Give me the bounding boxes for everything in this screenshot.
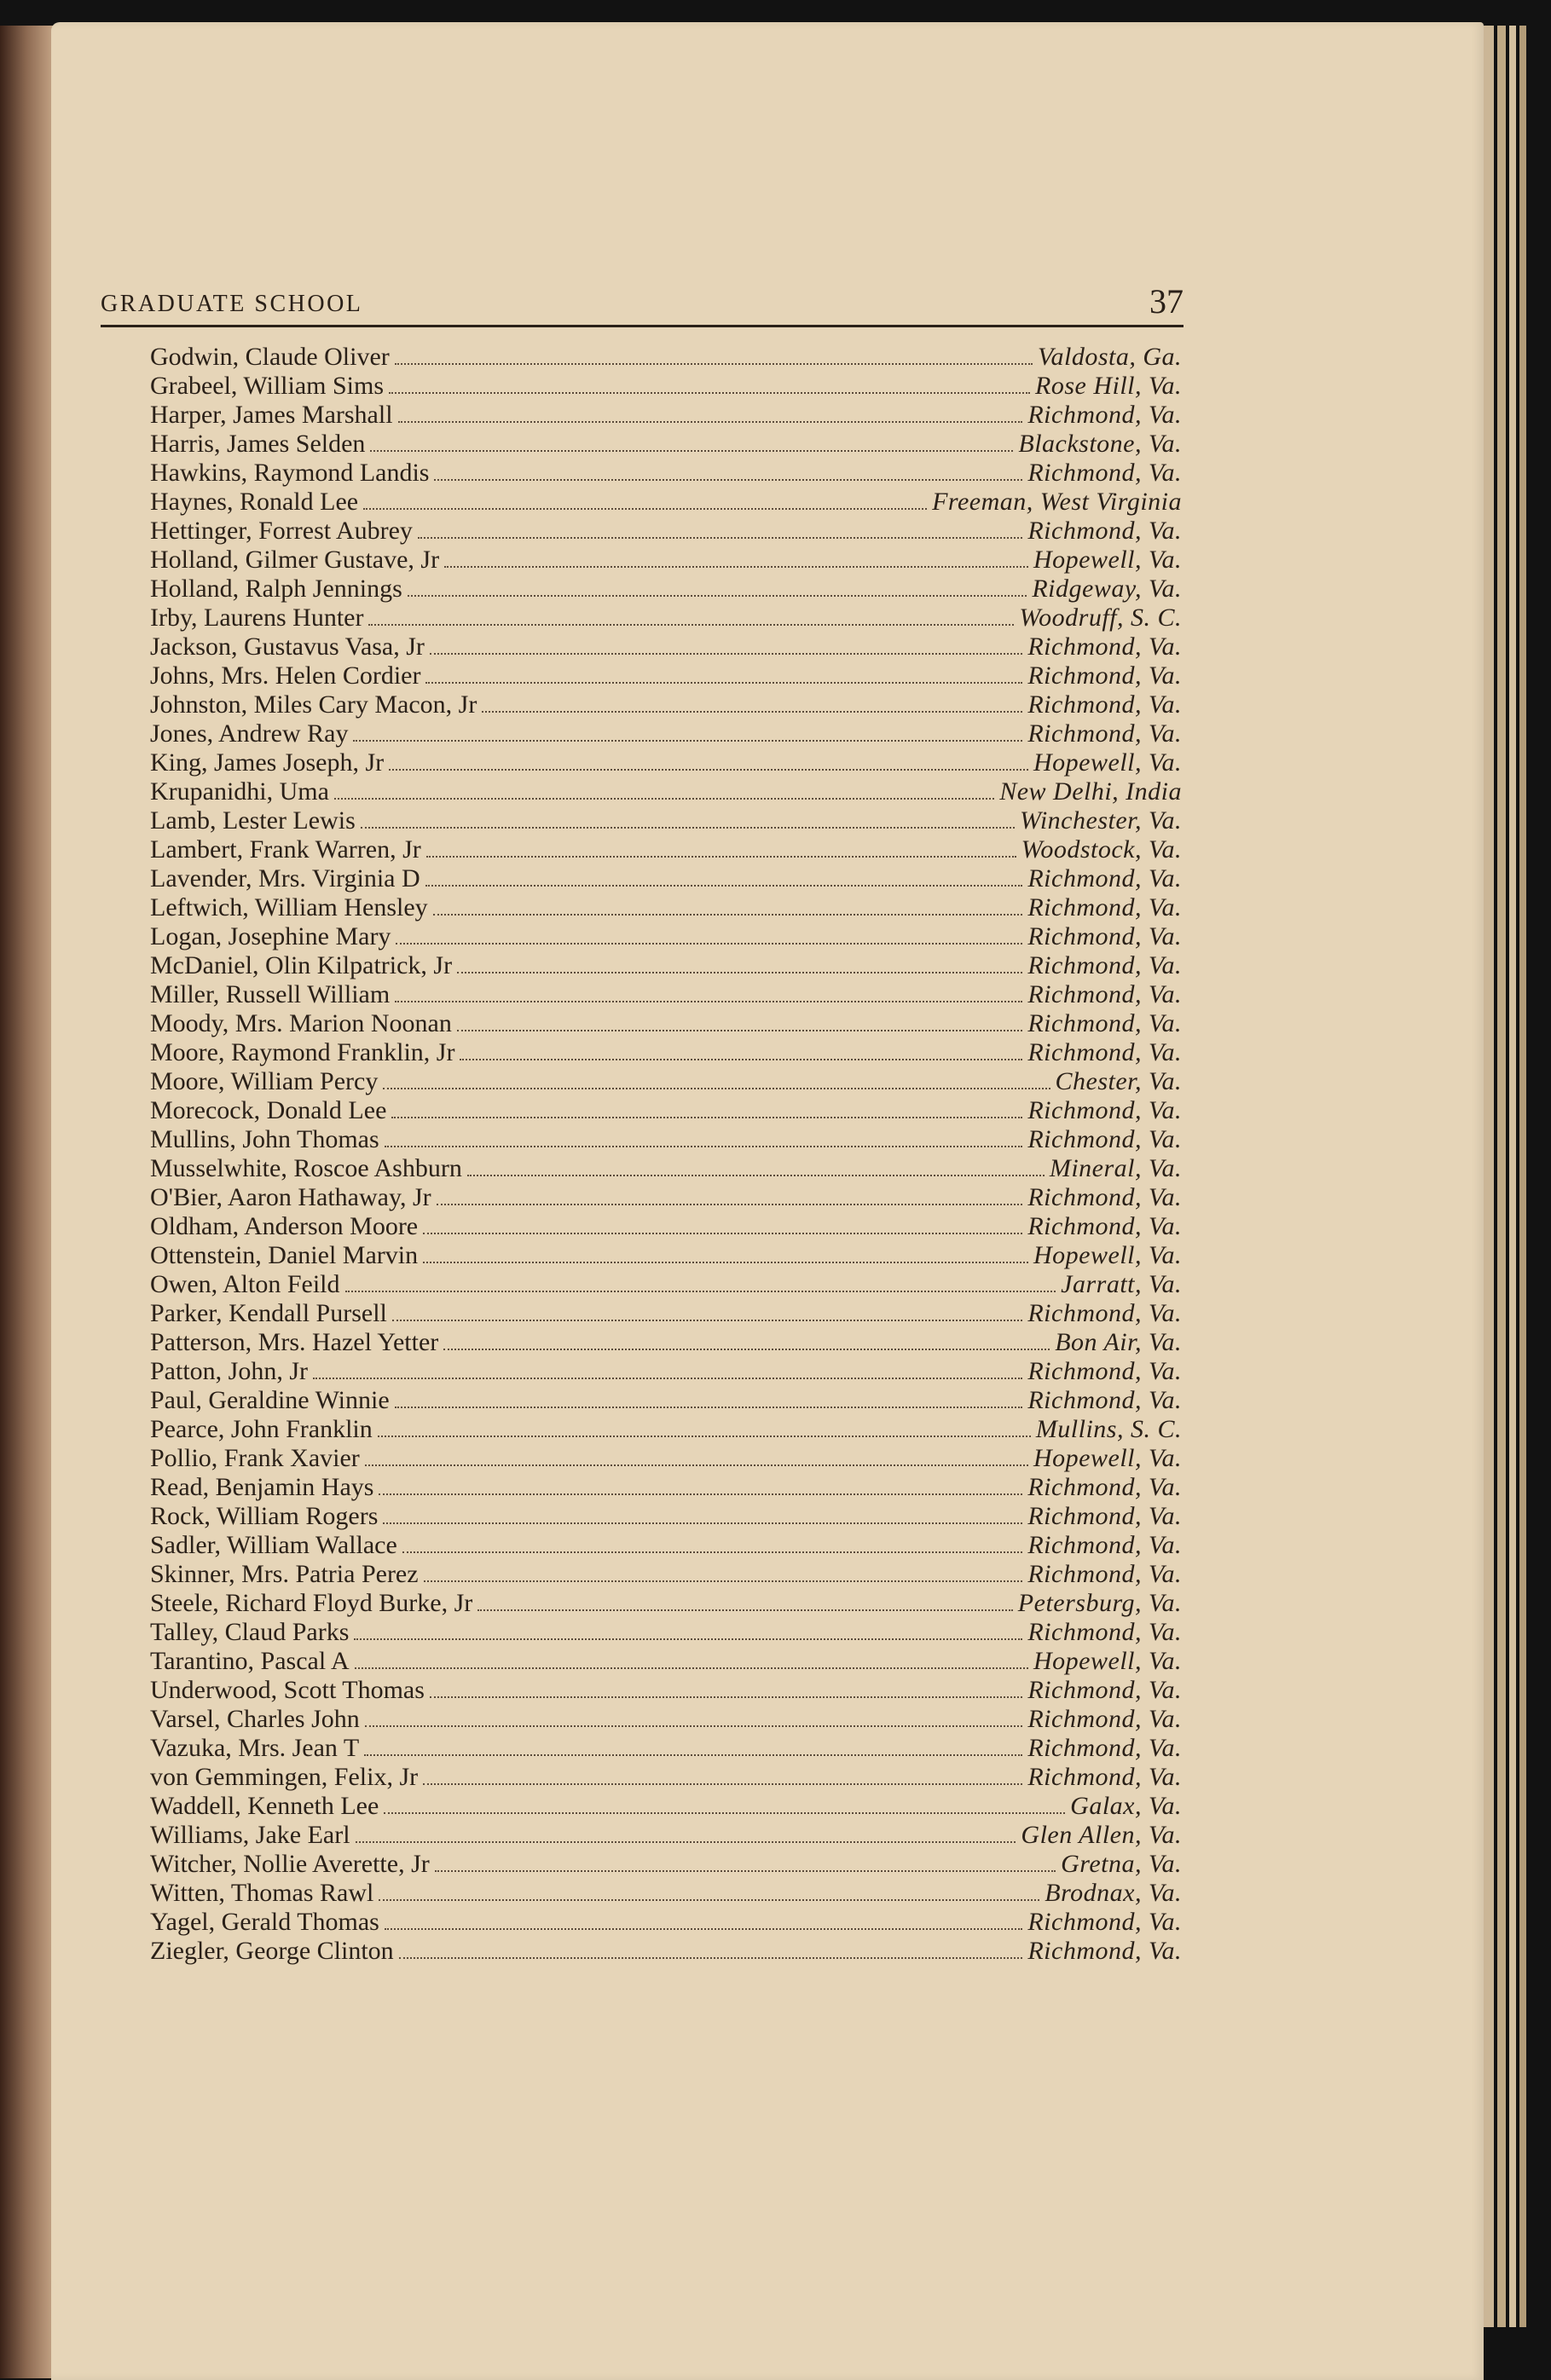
entry-name: Ziegler, George Clinton	[150, 1937, 394, 1965]
entry-hometown: Richmond, Va.	[1027, 922, 1182, 950]
entry-hometown: Richmond, Va.	[1027, 1676, 1182, 1704]
page-edge	[1519, 26, 1526, 2327]
entry-name: Musselwhite, Roscoe Ashburn	[150, 1154, 462, 1182]
dot-leader	[482, 711, 1022, 713]
directory-entry	[150, 488, 1182, 517]
dot-leader	[365, 1464, 1028, 1466]
dot-leader	[354, 1638, 1022, 1640]
dot-leader	[379, 1899, 1039, 1901]
entry-hometown: Richmond, Va.	[1027, 401, 1182, 429]
entry-hometown: Blackstone, Va.	[1018, 430, 1182, 458]
directory-entry	[150, 604, 1182, 633]
directory-entry	[150, 1096, 1182, 1125]
dot-leader	[395, 363, 1033, 365]
entry-hometown: Hopewell, Va.	[1033, 1444, 1182, 1472]
entry-name: Haynes, Ronald Lee	[150, 488, 359, 516]
dot-leader	[353, 740, 1022, 742]
entry-hometown: Richmond, Va.	[1027, 459, 1182, 487]
directory-entry	[150, 835, 1182, 864]
directory-entry	[150, 1676, 1182, 1705]
entry-hometown: Richmond, Va.	[1027, 1734, 1182, 1762]
directory-entry	[150, 1473, 1182, 1502]
entry-name: Irby, Laurens Hunter	[150, 604, 364, 632]
dot-leader	[425, 885, 1023, 887]
directory-entry	[150, 633, 1182, 661]
entry-name: McDaniel, Olin Kilpatrick, Jr	[150, 951, 453, 979]
entry-hometown: Richmond, Va.	[1027, 1705, 1182, 1733]
entry-hometown: Richmond, Va.	[1027, 864, 1182, 892]
entry-hometown: Rose Hill, Va.	[1035, 372, 1182, 400]
entry-hometown: Richmond, Va.	[1027, 1096, 1182, 1124]
dot-leader	[430, 653, 1022, 655]
directory-entry	[150, 893, 1182, 922]
entry-hometown: Hopewell, Va.	[1033, 1647, 1182, 1675]
entry-name: Leftwich, William Hensley	[150, 893, 428, 921]
dot-leader	[437, 1204, 1023, 1205]
entry-hometown: Richmond, Va.	[1027, 1125, 1182, 1153]
dot-leader	[398, 421, 1023, 423]
dot-leader	[365, 1725, 1023, 1727]
directory-entry	[150, 1299, 1182, 1328]
dot-leader	[443, 1349, 1050, 1350]
entry-hometown: Hopewell, Va.	[1033, 546, 1182, 574]
entry-name: Vazuka, Mrs. Jean T	[150, 1734, 360, 1762]
directory-entry	[150, 430, 1182, 459]
directory-entry	[150, 690, 1182, 719]
entry-hometown: Richmond, Va.	[1027, 1183, 1182, 1211]
entry-hometown: Richmond, Va.	[1027, 1212, 1182, 1240]
entry-name: Talley, Claud Parks	[150, 1618, 350, 1646]
entry-name: O'Bier, Aaron Hathaway, Jr	[150, 1183, 431, 1211]
dot-leader	[402, 1551, 1023, 1553]
dot-leader	[379, 1493, 1022, 1495]
directory-entry	[150, 401, 1182, 430]
entry-name: Ottenstein, Daniel Marvin	[150, 1241, 419, 1269]
page-edge	[1509, 26, 1516, 2327]
entry-name: Godwin, Claude Oliver	[150, 343, 390, 371]
directory-entry	[150, 864, 1182, 893]
entry-name: Parker, Kendall Pursell	[150, 1299, 387, 1327]
entry-hometown: Richmond, Va.	[1027, 951, 1182, 979]
directory-entry	[150, 1009, 1182, 1038]
entry-name: Moody, Mrs. Marion Noonan	[150, 1009, 452, 1037]
directory-entry	[150, 1647, 1182, 1676]
dot-leader	[460, 1059, 1022, 1060]
entry-hometown: Richmond, Va.	[1027, 1560, 1182, 1588]
entry-hometown: Mineral, Va.	[1049, 1154, 1182, 1182]
entry-name: Hettinger, Forrest Aubrey	[150, 517, 413, 545]
directory-entry	[150, 719, 1182, 748]
dot-leader	[389, 769, 1028, 771]
entry-hometown: Chester, Va.	[1055, 1067, 1182, 1095]
entry-hometown: Richmond, Va.	[1027, 661, 1182, 690]
dot-leader	[477, 1609, 1013, 1611]
entry-name: Logan, Josephine Mary	[150, 922, 391, 950]
dot-leader	[408, 595, 1027, 597]
directory-entry	[150, 1792, 1182, 1821]
entry-hometown: New Delhi, India	[999, 777, 1182, 806]
directory-entry	[150, 1560, 1182, 1589]
entry-hometown: Bon Air, Va.	[1055, 1328, 1182, 1356]
dot-leader	[313, 1378, 1022, 1379]
entry-name: Witten, Thomas Rawl	[150, 1879, 374, 1907]
dot-leader	[457, 972, 1022, 973]
entry-name: Read, Benjamin Hays	[150, 1473, 374, 1501]
directory-entry	[150, 1241, 1182, 1270]
entry-hometown: Petersburg, Va.	[1017, 1589, 1182, 1617]
entry-hometown: Richmond, Va.	[1027, 719, 1182, 748]
entry-name: Pollio, Frank Xavier	[150, 1444, 360, 1472]
directory-entry	[150, 1821, 1182, 1850]
entry-name: Moore, William Percy	[150, 1067, 379, 1095]
directory-entry	[150, 806, 1182, 835]
entry-name: Patterson, Mrs. Hazel Yetter	[150, 1328, 439, 1356]
entry-name: Paul, Geraldine Winnie	[150, 1386, 390, 1414]
directory-entry	[150, 951, 1182, 980]
entry-hometown: Richmond, Va.	[1027, 1473, 1182, 1501]
entry-hometown: Woodstock, Va.	[1021, 835, 1182, 864]
directory-entry	[150, 1734, 1182, 1763]
entry-hometown: Richmond, Va.	[1027, 1502, 1182, 1530]
directory-entry	[150, 1850, 1182, 1879]
entry-hometown: Richmond, Va.	[1027, 1299, 1182, 1327]
entry-name: von Gemmingen, Felix, Jr	[150, 1763, 419, 1791]
directory-entry	[150, 372, 1182, 401]
entry-name: Holland, Ralph Jennings	[150, 575, 402, 603]
entry-name: Lamb, Lester Lewis	[150, 806, 356, 835]
directory-entry	[150, 1908, 1182, 1937]
entry-hometown: Richmond, Va.	[1027, 1009, 1182, 1037]
entry-name: Jackson, Gustavus Vasa, Jr	[150, 633, 425, 661]
directory-entry	[150, 459, 1182, 488]
entry-name: Patton, John, Jr	[150, 1357, 309, 1385]
dot-leader	[383, 1522, 1022, 1524]
directory-entry	[150, 1705, 1182, 1734]
entry-name: Moore, Raymond Franklin, Jr	[150, 1038, 455, 1066]
entry-hometown: Ridgeway, Va.	[1032, 575, 1182, 603]
entry-hometown: Richmond, Va.	[1027, 1763, 1182, 1791]
entry-hometown: Richmond, Va.	[1027, 1386, 1182, 1414]
directory-entry	[150, 1879, 1182, 1908]
directory-entry	[150, 546, 1182, 575]
dot-leader	[433, 914, 1023, 916]
directory-entry	[150, 1415, 1182, 1444]
dot-leader	[392, 1320, 1022, 1321]
dot-leader	[363, 508, 927, 510]
entry-hometown: Freeman, West Virginia	[932, 488, 1182, 516]
dot-leader	[391, 1117, 1022, 1118]
page-number: 37	[1149, 282, 1184, 321]
student-directory	[150, 343, 1182, 1966]
entry-hometown: Richmond, Va.	[1027, 517, 1182, 545]
dot-leader	[434, 479, 1022, 481]
dot-leader	[424, 1580, 1023, 1582]
entry-name: Yagel, Gerald Thomas	[150, 1908, 379, 1936]
directory-entry	[150, 1125, 1182, 1154]
dot-leader	[430, 1696, 1022, 1698]
dot-leader	[426, 856, 1016, 858]
entry-hometown: Woodruff, S. C.	[1019, 604, 1182, 632]
dot-leader	[418, 537, 1022, 539]
entry-name: Tarantino, Pascal A	[150, 1647, 350, 1675]
directory-entry	[150, 1937, 1182, 1966]
entry-name: King, James Joseph, Jr	[150, 748, 385, 777]
directory-entry	[150, 1502, 1182, 1531]
entry-hometown: Jarratt, Va.	[1061, 1270, 1182, 1298]
page-edge	[1484, 26, 1494, 2327]
dot-leader	[384, 1812, 1065, 1814]
dot-leader	[345, 1291, 1056, 1292]
entry-name: Harper, James Marshall	[150, 401, 393, 429]
dot-leader	[399, 1957, 1023, 1959]
directory-entry	[150, 980, 1182, 1009]
entry-hometown: Richmond, Va.	[1027, 1357, 1182, 1385]
dot-leader	[435, 1870, 1056, 1872]
directory-entry	[150, 661, 1182, 690]
directory-entry	[150, 1154, 1182, 1183]
dot-leader	[457, 1030, 1022, 1031]
entry-name: Lavender, Mrs. Virginia D	[150, 864, 420, 892]
entry-hometown: Richmond, Va.	[1027, 1908, 1182, 1936]
dot-leader	[396, 943, 1022, 944]
dot-leader	[389, 392, 1030, 394]
dot-leader	[364, 1754, 1022, 1756]
dot-leader	[425, 682, 1022, 684]
entry-hometown: Richmond, Va.	[1027, 1937, 1182, 1965]
directory-entry	[150, 1067, 1182, 1096]
dot-leader	[370, 450, 1013, 452]
directory-entry	[150, 1328, 1182, 1357]
page-edge	[1497, 26, 1506, 2327]
entry-hometown: Winchester, Va.	[1020, 806, 1182, 835]
entry-name: Johns, Mrs. Helen Cordier	[150, 661, 421, 690]
directory-entry	[150, 1386, 1182, 1415]
entry-name: Lambert, Frank Warren, Jr	[150, 835, 421, 864]
dot-leader	[356, 1841, 1016, 1843]
entry-name: Witcher, Nollie Averette, Jr	[150, 1850, 430, 1878]
entry-name: Morecock, Donald Lee	[150, 1096, 387, 1124]
entry-hometown: Richmond, Va.	[1027, 893, 1182, 921]
entry-name: Mullins, John Thomas	[150, 1125, 379, 1153]
dot-leader	[385, 1146, 1023, 1147]
directory-entry	[150, 343, 1182, 372]
entry-name: Harris, James Selden	[150, 430, 366, 458]
entry-hometown: Richmond, Va.	[1027, 1038, 1182, 1066]
entry-name: Williams, Jake Earl	[150, 1821, 350, 1849]
directory-entry	[150, 1618, 1182, 1647]
entry-hometown: Mullins, S. C.	[1035, 1415, 1182, 1443]
dot-leader	[423, 1783, 1022, 1785]
entry-hometown: Richmond, Va.	[1027, 1618, 1182, 1646]
entry-name: Grabeel, William Sims	[150, 372, 385, 400]
entry-name: Steele, Richard Floyd Burke, Jr	[150, 1589, 473, 1617]
entry-name: Owen, Alton Feild	[150, 1270, 340, 1298]
dot-leader	[368, 624, 1014, 626]
entry-hometown: Valdosta, Ga.	[1037, 343, 1182, 371]
entry-hometown: Hopewell, Va.	[1033, 748, 1182, 777]
dot-leader	[423, 1262, 1028, 1263]
entry-name: Varsel, Charles John	[150, 1705, 360, 1733]
entry-name: Skinner, Mrs. Patria Perez	[150, 1560, 419, 1588]
dot-leader	[467, 1175, 1045, 1176]
entry-name: Rock, William Rogers	[150, 1502, 379, 1530]
dot-leader	[395, 1407, 1023, 1408]
dot-leader	[383, 1088, 1050, 1089]
section-title: GRADUATE SCHOOL	[101, 291, 363, 317]
entry-name: Krupanidhi, Uma	[150, 777, 329, 806]
dot-leader	[361, 827, 1015, 829]
entry-hometown: Richmond, Va.	[1027, 1531, 1182, 1559]
entry-hometown: Richmond, Va.	[1027, 980, 1182, 1008]
dot-leader	[444, 566, 1028, 568]
directory-entry	[150, 517, 1182, 546]
directory-entry	[150, 575, 1182, 604]
dot-leader	[385, 1928, 1023, 1930]
entry-hometown: Richmond, Va.	[1027, 633, 1182, 661]
directory-entry	[150, 1531, 1182, 1560]
directory-entry	[150, 1589, 1182, 1618]
entry-name: Sadler, William Wallace	[150, 1531, 397, 1559]
directory-entry	[150, 748, 1182, 777]
dot-leader	[423, 1233, 1022, 1234]
dot-leader	[395, 1001, 1022, 1002]
dot-leader	[378, 1436, 1031, 1437]
directory-entry	[150, 1444, 1182, 1473]
directory-entry	[150, 1212, 1182, 1241]
entry-name: Holland, Gilmer Gustave, Jr	[150, 546, 440, 574]
entry-name: Pearce, John Franklin	[150, 1415, 373, 1443]
entry-name: Jones, Andrew Ray	[150, 719, 349, 748]
entry-hometown: Glen Allen, Va.	[1021, 1821, 1182, 1849]
entry-hometown: Gretna, Va.	[1061, 1850, 1182, 1878]
dot-leader	[334, 798, 994, 800]
entry-hometown: Galax, Va.	[1070, 1792, 1182, 1820]
directory-entry	[150, 1183, 1182, 1212]
entry-name: Johnston, Miles Cary Macon, Jr	[150, 690, 477, 719]
directory-entry	[150, 1763, 1182, 1792]
directory-entry	[150, 1038, 1182, 1067]
entry-hometown: Richmond, Va.	[1027, 690, 1182, 719]
entry-name: Waddell, Kenneth Lee	[150, 1792, 379, 1820]
entry-hometown: Hopewell, Va.	[1033, 1241, 1182, 1269]
entry-name: Underwood, Scott Thomas	[150, 1676, 425, 1704]
entry-hometown: Brodnax, Va.	[1045, 1879, 1182, 1907]
dot-leader	[355, 1667, 1028, 1669]
directory-entry	[150, 777, 1182, 806]
directory-entry	[150, 1270, 1182, 1299]
directory-entry	[150, 1357, 1182, 1386]
running-header	[101, 282, 1184, 327]
entry-name: Oldham, Anderson Moore	[150, 1212, 419, 1240]
entry-name: Hawkins, Raymond Landis	[150, 459, 430, 487]
entry-name: Miller, Russell William	[150, 980, 391, 1008]
directory-entry	[150, 922, 1182, 951]
